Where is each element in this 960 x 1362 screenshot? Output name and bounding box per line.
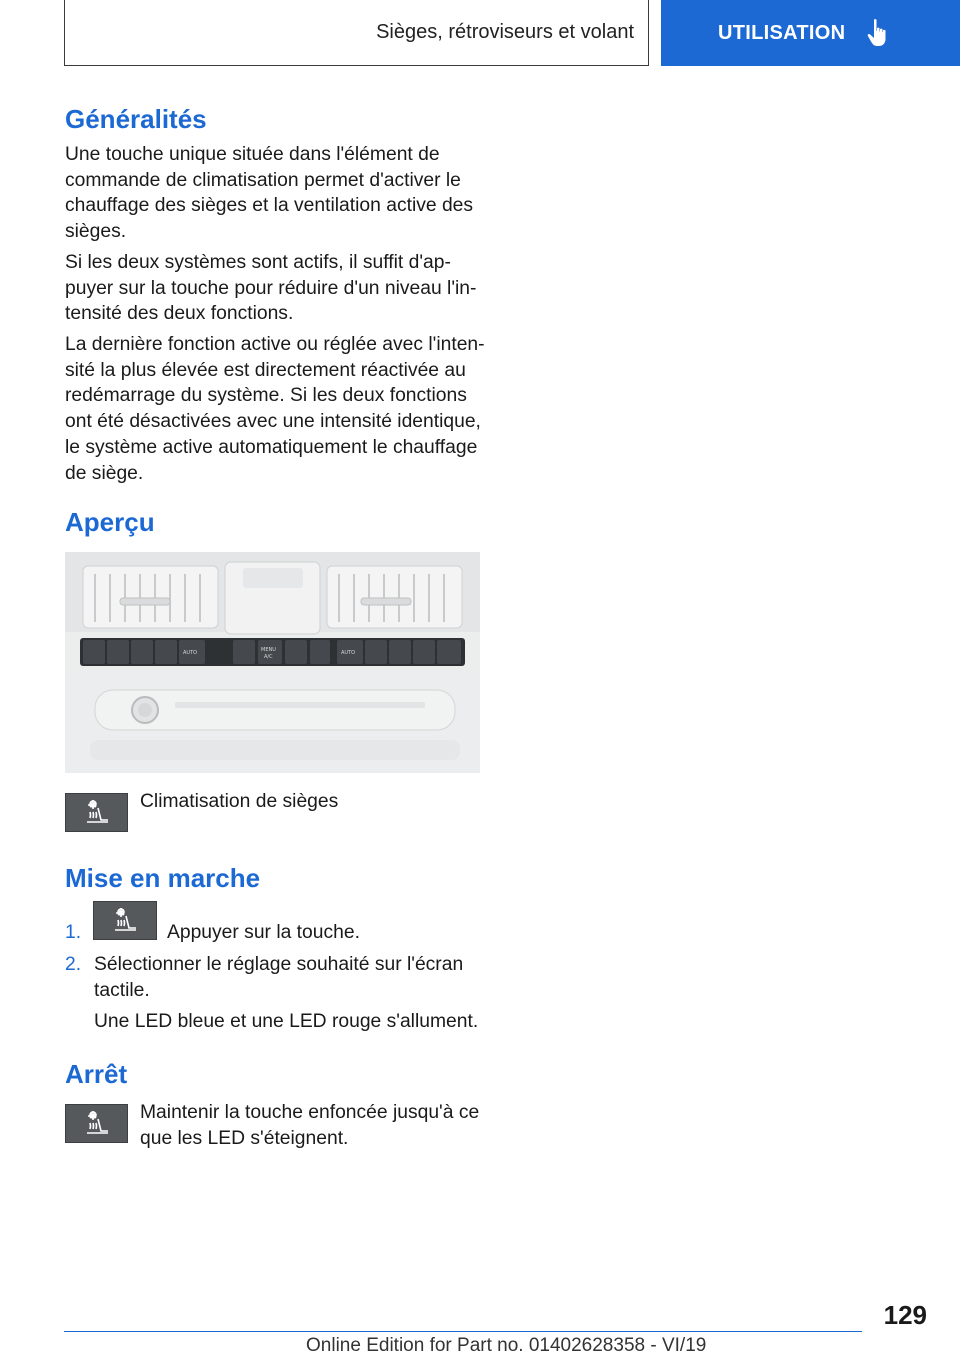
svg-text:AUTO: AUTO — [341, 650, 356, 656]
section-title-mise-en-marche: Mise en marche — [65, 863, 261, 893]
footer-divider — [64, 1331, 862, 1332]
legend-text: Climatisation de sièges — [140, 791, 339, 812]
svg-text:MENU: MENU — [261, 647, 276, 653]
arret-text: Maintenir la touche enfoncée jusqu'à ce que les LED s'éteignent. — [140, 1102, 480, 1149]
step-2-text: Sélectionner le réglage souhaité sur l'écran tactile. — [94, 954, 464, 1001]
svg-text:A/C: A/C — [264, 654, 273, 660]
svg-text:AUTO: AUTO — [183, 650, 198, 656]
seat-climate-icon — [93, 901, 157, 940]
header-tab-utilisation[interactable] — [661, 0, 960, 66]
seat-climate-icon — [65, 793, 128, 832]
paragraph-generalites-1: Une touche unique située dans l'élément de commande de climatisation permet d'activer le chauffage des sièges et la ventilation active des sièges. — [65, 144, 474, 243]
step-number-1: 1. — [65, 922, 82, 943]
seat-climate-icon — [65, 1104, 128, 1143]
section-title-generalites: Généralités — [65, 104, 207, 134]
footer-edition-text: Online Edition for Part no. 01402628358 - VI/19 — [306, 1335, 707, 1356]
section-title-arret: Arrêt — [65, 1059, 128, 1089]
step-number-2: 2. — [65, 954, 82, 975]
page-number: 129 — [883, 1300, 927, 1330]
step-1-text: Appuyer sur la touche. — [167, 922, 360, 943]
section-title-apercu: Aperçu — [65, 507, 155, 537]
header-section-bar — [64, 0, 649, 66]
header-section-title: Sièges, rétroviseurs et volant — [376, 21, 634, 43]
paragraph-generalites-3: La dernière fonction active ou réglée avec l'inten‐ sité la plus élevée est directement réactivée au redémarrage du système. Si les deux fonctions ont été désactivées avec une intensité identique, le système active automatiquement le chauffage de siège. — [65, 334, 485, 484]
paragraph-generalites-2: Si les deux systèmes sont actifs, il suffit d'ap‐ puyer sur la touche pour réduire d'un niveau l'in‐ tensité des deux fonctions. — [65, 252, 477, 325]
step-2-subtext: Une LED bleue et une LED rouge s'allument. — [94, 1011, 479, 1032]
pointing-hand-icon — [866, 18, 892, 48]
climate-control-panel-photo — [65, 552, 480, 773]
header-tab-label: UTILISATION — [718, 21, 846, 44]
